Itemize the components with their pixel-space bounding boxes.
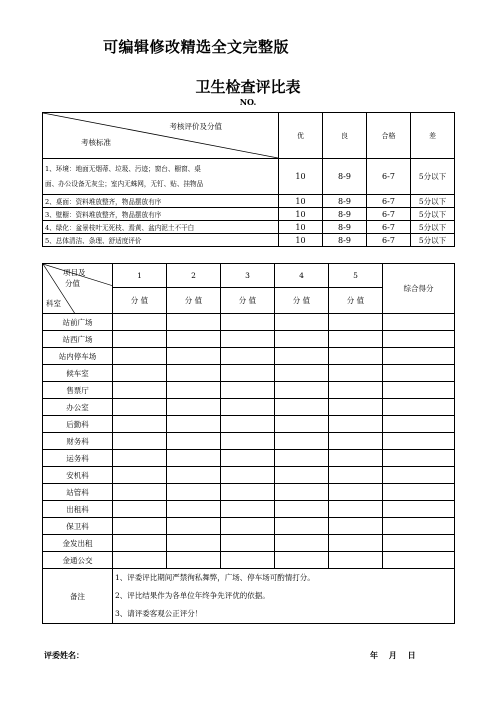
score-excellent: 10: [279, 234, 323, 247]
grade-good: 良: [323, 113, 367, 159]
table-row: [43, 416, 455, 433]
score-cell[interactable]: [167, 518, 221, 535]
score-good: 8-9: [323, 208, 367, 221]
score-cell[interactable]: [113, 484, 167, 501]
score-cell[interactable]: [113, 518, 167, 535]
score-cell[interactable]: [275, 552, 329, 569]
department-name: 金发出租: [43, 535, 113, 552]
score-cell[interactable]: [275, 501, 329, 518]
table-row: [43, 399, 455, 416]
score-cell[interactable]: [113, 382, 167, 399]
score-cell[interactable]: [113, 501, 167, 518]
header-criteria-label: 考核标准: [81, 138, 111, 147]
total-score-cell[interactable]: [383, 433, 455, 450]
criteria-text: [43, 159, 279, 195]
criteria-text: 5、总体清洁、条理、舒适度评价: [43, 234, 279, 247]
score-pass: 6-7: [367, 234, 411, 247]
criteria-row: [43, 221, 455, 234]
score-cell[interactable]: [221, 535, 275, 552]
total-score-cell[interactable]: [383, 331, 455, 348]
score-cell[interactable]: [221, 501, 275, 518]
score-cell[interactable]: [329, 365, 383, 382]
score-cell[interactable]: [275, 348, 329, 365]
score-cell[interactable]: [275, 314, 329, 331]
department-name: 金通公交: [43, 552, 113, 569]
score-cell[interactable]: [221, 365, 275, 382]
score-cell[interactable]: [329, 399, 383, 416]
score-cell[interactable]: [329, 552, 383, 569]
score-cell[interactable]: [329, 484, 383, 501]
score-good: 8-9: [323, 159, 367, 195]
score-cell[interactable]: [275, 382, 329, 399]
department-name: 后勤科: [43, 416, 113, 433]
criteria-text: 2、桌面：资料堆放整齐，物品摆放有序: [43, 195, 279, 208]
corner-score-label: 分值: [65, 279, 80, 288]
score-cell[interactable]: [221, 433, 275, 450]
score-cell[interactable]: [275, 331, 329, 348]
sub-header-score: 分 值: [221, 288, 275, 314]
score-good: 8-9: [323, 221, 367, 234]
sub-header-score: 分 值: [275, 288, 329, 314]
score-poor: 5分以下: [411, 221, 455, 234]
grade-poor: 差: [411, 113, 455, 159]
total-score-cell[interactable]: [383, 467, 455, 484]
column-header: 3: [221, 264, 275, 288]
department-name: 出租科: [43, 501, 113, 518]
score-cell[interactable]: [167, 382, 221, 399]
department-name: 站西广场: [43, 331, 113, 348]
column-header: 4: [275, 264, 329, 288]
score-cell[interactable]: [275, 450, 329, 467]
department-name: 财务科: [43, 433, 113, 450]
score-cell[interactable]: [329, 518, 383, 535]
score-cell[interactable]: [275, 416, 329, 433]
department-name: 候车室: [43, 365, 113, 382]
table-row: [43, 450, 455, 467]
department-name: 售票厅: [43, 382, 113, 399]
score-cell[interactable]: [221, 399, 275, 416]
score-good: 8-9: [323, 195, 367, 208]
page-title: 卫生检查评比表: [195, 78, 301, 96]
table-row: [43, 484, 455, 501]
score-cell[interactable]: [113, 552, 167, 569]
total-score-cell[interactable]: [383, 552, 455, 569]
score-pass: 6-7: [367, 208, 411, 221]
date-label: 年 月 日: [370, 651, 416, 660]
score-cell[interactable]: [275, 535, 329, 552]
table-row: [43, 314, 455, 331]
criteria-text: 3、壁橱：资料堆放整齐，物品摆放有序: [43, 208, 279, 221]
score-cell[interactable]: [329, 382, 383, 399]
total-score-cell[interactable]: [383, 365, 455, 382]
criteria-row: [43, 159, 455, 195]
criteria-text: 4、绿化：盆景枝叶无死枝、焉黄、盆内泥土不干白: [43, 221, 279, 234]
score-cell[interactable]: [167, 433, 221, 450]
score-cell[interactable]: [221, 331, 275, 348]
score-cell[interactable]: [113, 365, 167, 382]
remarks-label: 备注: [43, 569, 113, 624]
remark-line: 3、请评委客观公正评分！: [115, 609, 203, 618]
score-cell[interactable]: [167, 552, 221, 569]
score-cell[interactable]: [167, 535, 221, 552]
sub-header-score: 分 值: [329, 288, 383, 314]
table-row: [43, 433, 455, 450]
criteria-table: [42, 112, 455, 247]
table-row: [43, 535, 455, 552]
score-cell[interactable]: [113, 331, 167, 348]
score-cell[interactable]: [113, 399, 167, 416]
score-cell[interactable]: [167, 365, 221, 382]
score-cell[interactable]: [113, 348, 167, 365]
criteria-line: 1、环境：地面无烟蒂、垃圾、污迹；窗台、橱窗、桌: [45, 164, 201, 173]
score-pass: 6-7: [367, 159, 411, 195]
table-row: [43, 365, 455, 382]
score-cell[interactable]: [167, 399, 221, 416]
score-cell[interactable]: [275, 467, 329, 484]
score-excellent: 10: [279, 221, 323, 234]
score-cell[interactable]: [167, 348, 221, 365]
score-poor: 5分以下: [411, 159, 455, 195]
grade-excellent: 优: [279, 113, 323, 159]
score-cell[interactable]: [221, 467, 275, 484]
score-cell[interactable]: [221, 382, 275, 399]
form-number-label: NO.: [239, 97, 257, 107]
department-name: 站前广场: [43, 314, 113, 331]
score-cell[interactable]: [329, 450, 383, 467]
score-table: [42, 263, 455, 624]
score-cell[interactable]: [329, 467, 383, 484]
score-cell[interactable]: [167, 467, 221, 484]
total-score-cell[interactable]: [383, 416, 455, 433]
score-cell[interactable]: [113, 535, 167, 552]
department-name: 站内停车场: [43, 348, 113, 365]
criteria-line: 面、办公设备无灰尘；室内无蛛网，无钉、贴、挂物品: [45, 179, 204, 188]
score-cell[interactable]: [329, 314, 383, 331]
score-cell[interactable]: [329, 331, 383, 348]
corner-item-label: 项目及: [63, 268, 86, 277]
score-cell[interactable]: [329, 416, 383, 433]
score-cell[interactable]: [329, 433, 383, 450]
total-score-cell[interactable]: [383, 501, 455, 518]
score-cell[interactable]: [167, 484, 221, 501]
total-score-cell[interactable]: [383, 314, 455, 331]
score-poor: 5分以下: [411, 195, 455, 208]
score-good: 8-9: [323, 234, 367, 247]
score-cell[interactable]: [329, 501, 383, 518]
score-cell[interactable]: [221, 348, 275, 365]
score-cell[interactable]: [275, 484, 329, 501]
score-cell[interactable]: [221, 484, 275, 501]
diagonal-line: [43, 113, 278, 158]
judge-name-label: 评委姓名：: [44, 651, 84, 660]
department-name: 站管科: [43, 484, 113, 501]
table-row: [43, 331, 455, 348]
score-cell[interactable]: [113, 467, 167, 484]
total-score-cell[interactable]: [383, 382, 455, 399]
score-cell[interactable]: [275, 399, 329, 416]
grade-pass: 合格: [367, 113, 411, 159]
total-score-cell[interactable]: [383, 535, 455, 552]
column-header: 5: [329, 264, 383, 288]
table-row: [43, 518, 455, 535]
criteria-row: [43, 234, 455, 247]
department-name: 保卫科: [43, 518, 113, 535]
score-cell[interactable]: [167, 331, 221, 348]
score-cell[interactable]: [275, 518, 329, 535]
score-poor: 5分以下: [411, 208, 455, 221]
score-cell[interactable]: [329, 535, 383, 552]
score-header-corner: [43, 264, 113, 314]
column-header: 1: [113, 264, 167, 288]
score-cell[interactable]: [113, 416, 167, 433]
score-cell[interactable]: [221, 416, 275, 433]
department-name: 办公室: [43, 399, 113, 416]
score-cell[interactable]: [113, 314, 167, 331]
score-cell[interactable]: [221, 552, 275, 569]
score-pass: 6-7: [367, 195, 411, 208]
score-cell[interactable]: [113, 433, 167, 450]
score-cell[interactable]: [167, 416, 221, 433]
score-cell[interactable]: [221, 450, 275, 467]
table-row: [43, 382, 455, 399]
remarks-content: [113, 569, 455, 624]
banner-title: 可编辑修改精选全文完整版: [103, 38, 290, 56]
total-score-cell[interactable]: [383, 348, 455, 365]
table-row: [43, 501, 455, 518]
score-cell[interactable]: [329, 348, 383, 365]
total-score-cell[interactable]: [383, 484, 455, 501]
score-excellent: 10: [279, 159, 323, 195]
score-cell[interactable]: [113, 450, 167, 467]
score-cell[interactable]: [221, 518, 275, 535]
score-cell[interactable]: [221, 314, 275, 331]
total-score-cell[interactable]: [383, 518, 455, 535]
corner-dept-label: 科室: [46, 299, 61, 308]
sub-header-score: 分 值: [113, 288, 167, 314]
department-rows: [43, 314, 455, 569]
score-cell[interactable]: [275, 433, 329, 450]
score-cell[interactable]: [275, 365, 329, 382]
total-score-header: 综合得分: [383, 264, 455, 314]
sub-header-score: 分 值: [167, 288, 221, 314]
score-pass: 6-7: [367, 221, 411, 234]
department-name: 安机科: [43, 467, 113, 484]
header-evaluation-label: 考核评价及分值: [169, 122, 222, 131]
criteria-header-corner: [43, 113, 279, 159]
score-cell[interactable]: [167, 314, 221, 331]
score-excellent: 10: [279, 195, 323, 208]
department-name: 运务科: [43, 450, 113, 467]
score-cell[interactable]: [167, 450, 221, 467]
remark-line: 1、评委评比期间严禁徇私舞弊，广场、停车场可酌情打分。: [115, 573, 315, 582]
table-row: [43, 467, 455, 484]
column-header: 2: [167, 264, 221, 288]
score-excellent: 10: [279, 208, 323, 221]
total-score-cell[interactable]: [383, 450, 455, 467]
table-row: [43, 348, 455, 365]
score-cell[interactable]: [167, 501, 221, 518]
remark-line: 2、评比结果作为各单位年终争先评优的依据。: [115, 591, 270, 600]
total-score-cell[interactable]: [383, 399, 455, 416]
table-row: [43, 552, 455, 569]
criteria-row: [43, 208, 455, 221]
criteria-row: [43, 195, 455, 208]
score-poor: 5分以下: [411, 234, 455, 247]
